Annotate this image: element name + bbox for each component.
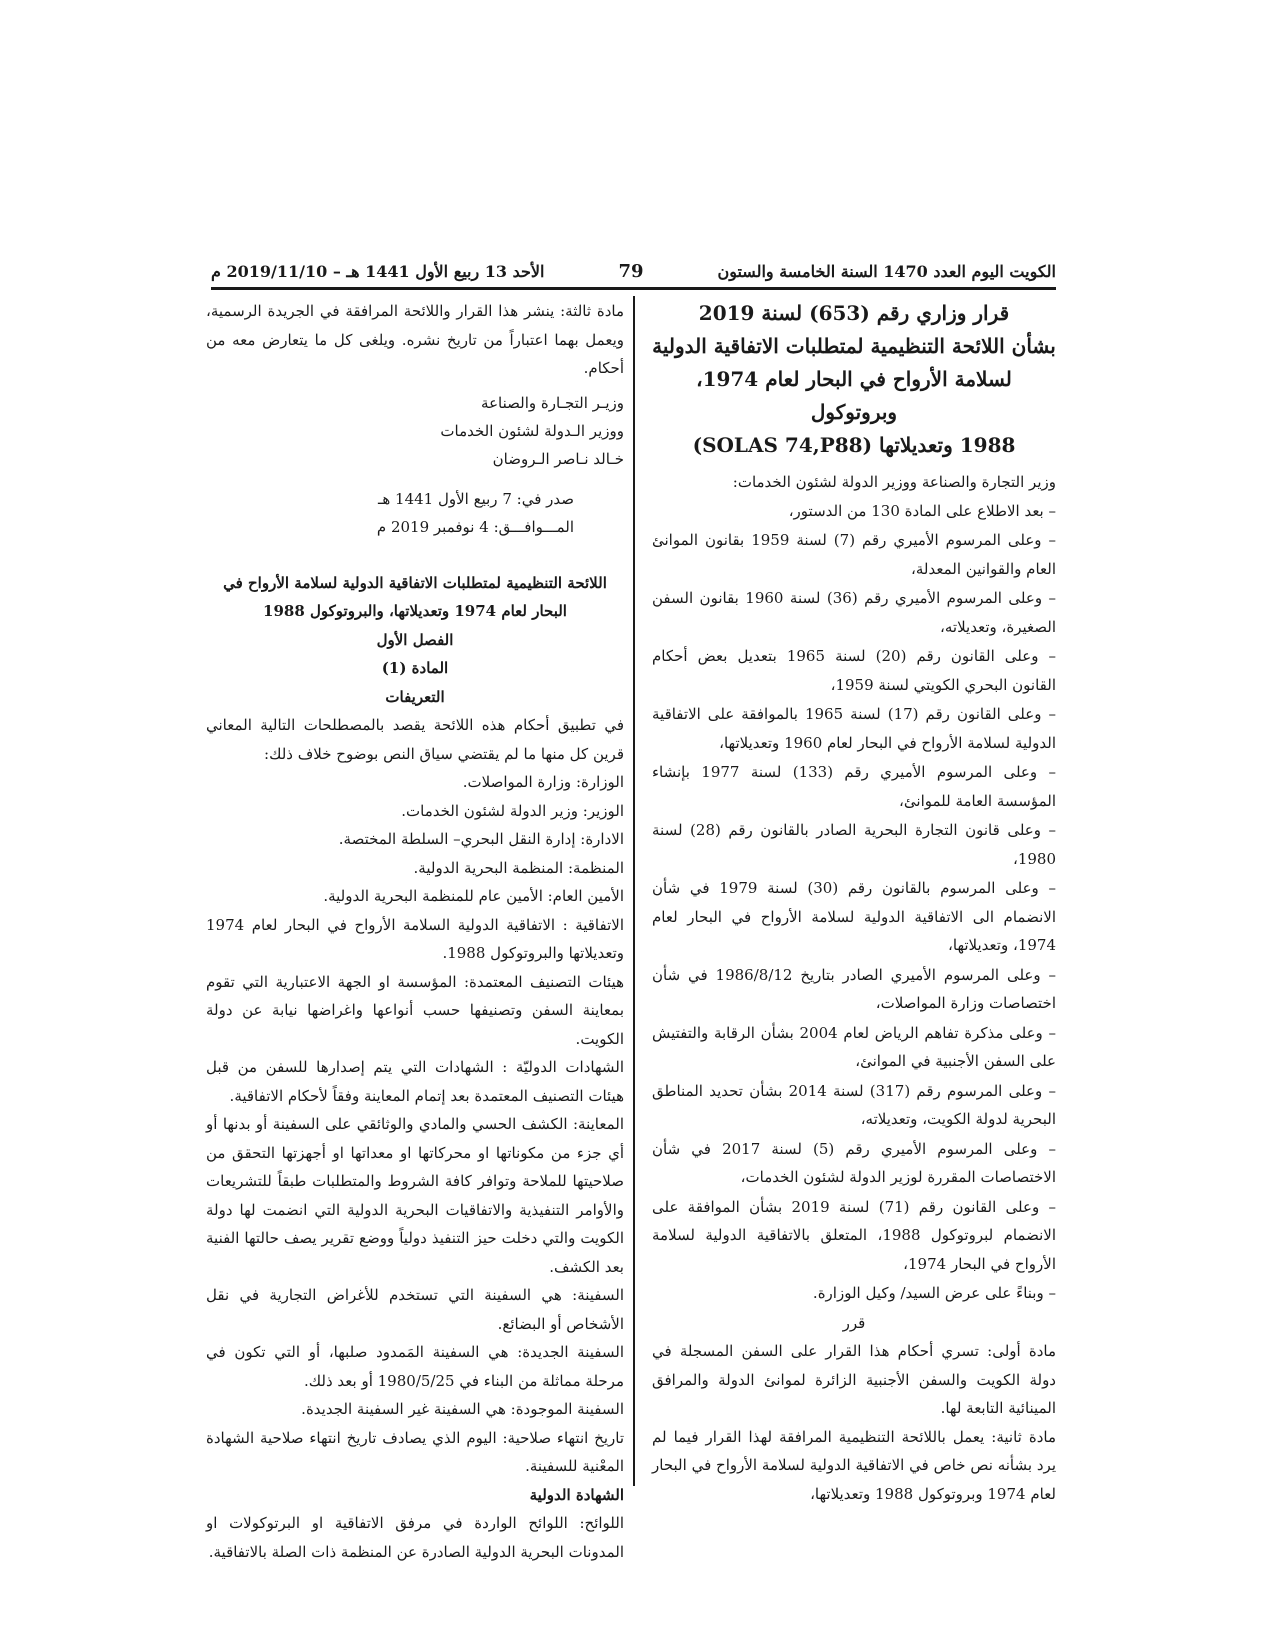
decree-intro: وزير التجارة والصناعة ووزير الدولة لشئون الخدمات: [732,473,1056,491]
preamble-item: – وعلى المرسوم الأميري رقم (5) لسنة 2017 في شأن الاختصاصات المقررة لوزير الدولة لشئون الخدمات، [652,1139,1056,1186]
preamble-item: – وعلى القانون رقم (17) لسنة 1965 بالموافقة على الاتفاقية الدولية لسلامة الأرواح في البحار لعام 1960 وتعديلاتها، [652,705,1056,752]
header-date: الأحد 13 ربيع الأول 1441 هـ – 2019/11/10 م [211,261,545,281]
definition-item: السفينة: هي السفينة التي تستخدم للأغراض التجارية في نقل الأشخاص أو البضائع. [206,1286,624,1333]
signature-line: ووزير الـدولة لشئون الخدمات [440,421,624,440]
preamble-item: – وبناءً على عرض السيد/ وكيل الوزارة. [812,1284,1056,1302]
signature-block [206,389,624,473]
regulation-title [206,569,624,712]
definition-item: السفينة الجديدة: هي السفينة المَمدود صلبها، أو التي تكون في مرحلة مماثلة من البناء في 1980/5/25 أو بعد ذلك. [206,1343,624,1390]
column-divider [633,296,635,1486]
signature-line: خـالد نـاصر الـروضان [492,449,624,468]
definition-item: الاتفاقية : الاتفاقية الدولية السلامة الأرواح في البحار لعام 1974 وتعديلاتها والبروتوكول 1988. [206,915,624,962]
preamble-item: – وعلى مذكرة تفاهم الرياض لعام 2004 بشأن الرقابة والتفتيش على السفن الأجنبية في الموانئ، [652,1023,1056,1070]
signature-line: وزيـر التجـارة والصناعة [481,393,624,412]
preamble-item: – وعلى المرسوم بالقانون رقم (30) لسنة 1979 في شأن الانضمام الى الاتفاقية الدولية لسلامة الأرواح في البحار لعام 1974، وتعديلاتها، [652,879,1056,954]
page-header [211,256,1056,286]
decided-heading: قرر [842,1313,866,1332]
decree-title [652,297,1056,462]
regulation-title-line: اللائحة التنظيمية لمتطلبات الاتفاقية الدولية لسلامة الأرواح في [223,573,607,592]
definition-item: تاريخ انتهاء صلاحية: اليوم الذي يصادف تاريخ انتهاء صلاحية الشهادة المعْنية للسفينة. [206,1428,624,1475]
definitions-heading: التعريفات [385,687,445,706]
article-3: مادة ثالثة: ينشر هذا القرار واللائحة المرافقة في الجريدة الرسمية، ويعمل بهما اعتباراً من تاريخ نشره. ويلغى كل ما يتعارض معه من أحكام. [206,302,624,377]
definition-item: هيئات التصنيف المعتمدة: المؤسسة او الجهة الاعتبارية التي تقوم بمعاينة السفن وتصنيفها حسب أنواعها واغراضها نيابة عن دولة الكويت. [206,972,624,1048]
article-heading: المادة (1) [381,659,449,677]
chapter-heading: الفصل الأول [376,630,454,649]
preamble-item: – وعلى المرسوم رقم (317) لسنة 2014 بشأن تحديد المناطق البحرية لدولة الكويت، وتعديلاته، [652,1081,1056,1128]
preamble-item: – وعلى المرسوم الأميري رقم (36) لسنة 1960 بقانون السفن الصغيرة، وتعديلاته، [652,589,1056,636]
right-column [652,297,1057,1503]
definition-item: المنظمة: المنظمة البحرية الدولية. [413,858,624,877]
definitions-intro: في تطبيق أحكام هذه اللائحة يقصد بالمصطلحات التالية المعاني قرين كل منها ما لم يقتضي سياق النص بوضوح خلاف ذلك: [206,716,624,763]
definition-item: الأمين العام: الأمين عام للمنظمة البحرية الدولية. [323,887,624,905]
issue-date-hijri: صدر في: 7 ربيع الأول 1441 هـ [377,489,574,508]
preamble-item: – وعلى المرسوم الأميري الصادر بتاريخ 1986/8/12 في شأن اختصاصات وزارة المواصلات، [652,965,1056,1012]
header-publication: الكويت اليوم العدد 1470 السنة الخامسة والستون [717,261,1056,281]
definition-item: السفينة الموجودة: هي السفينة غير السفينة الجديدة. [301,1400,624,1418]
preamble-item: – وعلى المرسوم الأميري رقم (7) لسنة 1959 بقانون الموانئ العام والقوانين المعدلة، [652,531,1056,578]
definition-item: المعاينة: الكشف الحسي والمادي والوثائقي على السفينة أو بدنها أو أي جزء من مكوناتها او محركاتها او معداتها او أجهزتها التحقق من صلاحيتها للملاحة وتوافر كافة الشروط والمتطلبات طبقاً للتشريعات والأوامر التنفيذية والاتفاقيات البحرية الدولية التي انضمت لها دولة الكويت والتي دخلت حيز التنفيذ دولياً ووضع تقرير يصف حالتها الفنية بعد الكشف. [206,1115,624,1276]
preamble-item: – وعلى القانون رقم (20) لسنة 1965 بتعديل بعض أحكام القانون البحري الكويتي لسنة 1959، [652,647,1056,694]
preamble-item: – بعد الاطلاع على المادة 130 من الدستور، [788,501,1056,520]
article-2: مادة ثانية: يعمل باللائحة التنظيمية المرافقة لهذا القرار فيما لم يرد بشأنه نص خاص في الاتفاقية الدولية لسلامة الأرواح في البحار لعام 1974 وبروتوكول 1988 وتعديلاتها، [652,1427,1056,1503]
preamble-item: – وعلى المرسوم الأميري رقم (133) لسنة 1977 بإنشاء المؤسسة العامة للموانئ، [652,763,1056,810]
preamble-item: – وعلى القانون رقم (71) لسنة 2019 بشأن الموافقة على الانضمام لبروتوكول 1988، المتعلق بالاتفاقية الدولية لسلامة الأرواح في البحار 1974، [652,1197,1056,1273]
definition-item: الشهادات الدوليّة : الشهادات التي يتم إصدارها للسفن من قبل هيئات التصنيف المعتمدة بعد إتمام المعاينة وفقاً لأحكام الاتفاقية. [206,1058,624,1105]
regulation-title-line: البحار لعام 1974 وتعديلاتها، والبروتوكول 1988 [263,602,567,620]
article-1: مادة أولى: تسري أحكام هذا القرار على السفن المسجلة في دولة الكويت والسفن الأجنبية الزائرة لموانئ الدولة والمرافق المينائية التابعة لها. [652,1342,1056,1417]
definition-item: الادارة: إدارة النقل البحري– السلطة المختصة. [338,830,624,848]
decree-title-line: 1988 وتعديلاتها (SOLAS 74,P88) [692,433,1016,457]
issue-date-gregorian: المـــوافـــق: 4 نوفمبر 2019 م [376,517,574,536]
decree-title-line: بشأن اللائحة التنظيمية لمتطلبات الاتفاقية الدولية [652,334,1056,358]
header-page-number: 79 [618,260,644,282]
definition-item: الوزارة: وزارة المواصلات. [462,773,624,791]
decree-title-line: لسلامة الأرواح في البحار لعام 1974، وبروتوكول [696,367,1012,424]
decree-title-line: قرار وزاري رقم (653) لسنة 2019 [698,301,1010,325]
definition-item: الوزير: وزير الدولة لشئون الخدمات. [401,801,624,820]
preamble-item: – وعلى قانون التجارة البحرية الصادر بالقانون رقم (28) لسنة 1980، [652,821,1057,868]
issue-date-block [206,485,624,541]
certificate-heading: الشهادة الدولية [529,1485,624,1504]
definition-item: اللوائح: اللوائح الواردة في مرفق الاتفاقية او البرتوكولات او المدونات البحرية الدولية الصادرة عن المنظمة ذات الصلة بالاتفاقية. [206,1514,624,1561]
left-column [206,297,624,1561]
header-rule [211,287,1056,290]
